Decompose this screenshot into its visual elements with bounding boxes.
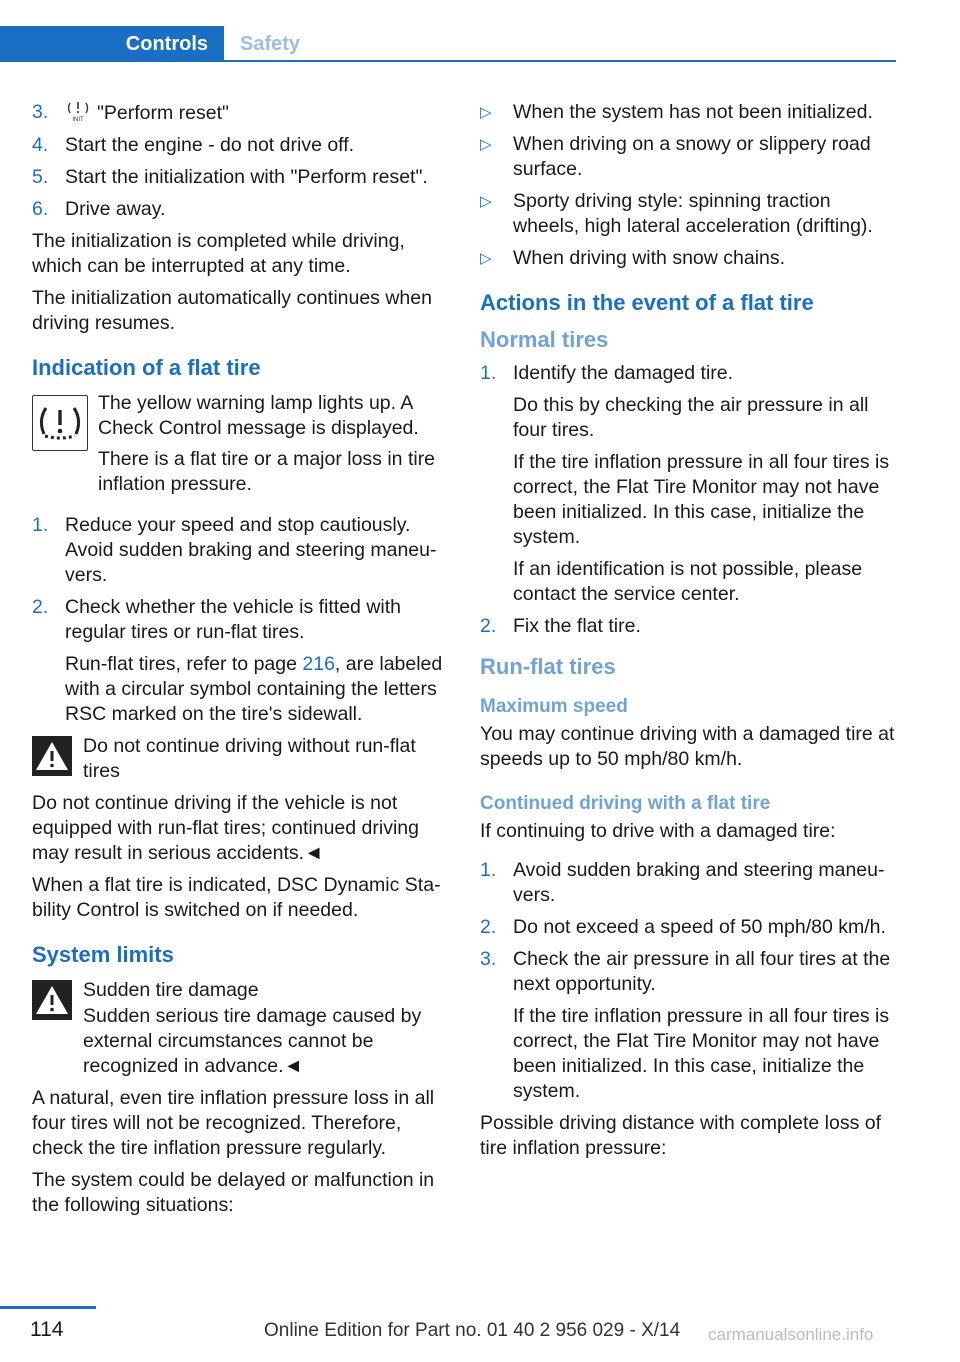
step-number: 1.: [480, 362, 497, 384]
warning-triangle-icon: [32, 980, 72, 1020]
step-text: Drive away.: [65, 198, 166, 220]
paragraph: There is a flat tire or a major loss in tire inflation pressure.: [98, 448, 436, 495]
step-number: 5.: [32, 166, 49, 188]
step-text: "Perform reset": [97, 102, 229, 124]
paragraph: You may continue driving with a damaged tire at speeds up to 50 mph/80 km/h.: [480, 723, 895, 770]
subsection-heading: Run-flat tires: [480, 654, 616, 679]
list-item: [480, 361, 900, 607]
paragraph: A natural, even tire inflation pressure loss in all four tires will not be recognized. Therefore, check the tire inflation pressure regularly.: [32, 1087, 435, 1159]
warning-block: [32, 734, 450, 784]
left-column: [32, 100, 450, 1225]
step-detail: If an identification is not possible, please contact the service center.: [513, 558, 863, 605]
minor-heading: Continued driving with a flat tire: [480, 793, 771, 814]
step-number: 3.: [480, 948, 497, 970]
paragraph: If continuing to drive with a damaged tire:: [480, 820, 836, 842]
watermark: carmanualsonline.info: [708, 1325, 874, 1344]
warning-title: Sudden tire damage: [83, 979, 259, 1001]
step-number: 6.: [32, 198, 49, 220]
tire-init-icon: [65, 100, 91, 122]
step-text: Start the initialization with "Perform reset".: [65, 166, 428, 188]
bullet-marker: ▷: [480, 250, 492, 267]
step-number: 2.: [480, 916, 497, 938]
step-text: Start the engine - do not drive off.: [65, 134, 355, 156]
step-text: Do not exceed a speed of 50 mph/80 km/h.: [513, 916, 886, 938]
lamp-notice: [32, 391, 450, 447]
step-text: Avoid sudden braking and steering maneuvers.: [513, 859, 885, 906]
svg-text:INIT: INIT: [72, 117, 84, 122]
step-number: 1.: [480, 859, 497, 881]
paragraph: When a flat tire is indicated, DSC Dynamic Stability Control is switched on if needed.: [32, 874, 441, 921]
section-heading: Indication of a flat tire: [32, 355, 261, 380]
footer-rule: [0, 1306, 96, 1309]
list-item: [480, 246, 900, 271]
step-text: Reduce your speed and stop cautiously. Avoid sudden braking and steering maneuvers.: [65, 514, 437, 586]
subsection-heading: Normal tires: [480, 327, 609, 352]
list-item: [480, 132, 900, 182]
paragraph: The initialization is completed while driving, which can be interrupted at any time.: [32, 230, 405, 277]
right-column: [480, 100, 900, 1168]
step-detail: If the tire inflation pressure in all four tires is correct, the Flat Tire Monitor may not have been initialized. In this case, initialize the system.: [513, 1005, 890, 1102]
list-item: [32, 100, 450, 126]
step-number: 3.: [32, 101, 49, 123]
list-item: [32, 197, 450, 222]
step-number: 2.: [32, 596, 49, 618]
step-detail: Do this by checking the air pressure in all four tires.: [513, 394, 869, 441]
warning-block: [32, 978, 450, 1008]
runflat-note: Run-flat tires, refer to page 216, are labeled with a circular symbol containing the letters RSC marked on the tire's sidewall.: [65, 653, 443, 725]
bullet-marker: ▷: [480, 193, 492, 210]
step-text: Check the air pressure in all four tires at the next opportunity.: [513, 948, 891, 995]
step-text: Identify the damaged tire.: [513, 362, 734, 384]
list-item: [480, 915, 900, 940]
list-item: [480, 858, 900, 908]
list-item: [32, 513, 450, 588]
list-item: [32, 595, 450, 727]
section-heading: System limits: [32, 942, 174, 967]
edition-text: Online Edition for Part no. 01 40 2 956 029 - X/14: [264, 1320, 681, 1341]
tab-controls[interactable]: Controls: [0, 26, 224, 62]
step-detail: If the tire inflation pressure in all four tires is correct, the Flat Tire Monitor may not have been initialized. In this case, initialize the system.: [513, 451, 890, 548]
bullet-text: When driving on a snowy or slippery road surface.: [513, 133, 871, 180]
list-item: [480, 189, 900, 239]
list-item: [32, 133, 450, 158]
warning-body: Sudden serious tire damage caused by external circumstances cannot be recognized in advance.◄: [83, 1005, 422, 1077]
bullet-text: When driving with snow chains.: [513, 247, 786, 269]
list-item: [480, 100, 900, 125]
list-item: [32, 165, 450, 190]
header-tab-bar: [0, 26, 896, 62]
bullet-marker: ▷: [480, 136, 492, 153]
warning-title: Do not continue driving without run-flat tires: [83, 735, 416, 782]
bullet-text: When the system has not been initialized.: [513, 101, 873, 123]
page-number: 114: [30, 1318, 64, 1341]
bullet-marker: ▷: [480, 104, 492, 121]
step-number: 4.: [32, 134, 49, 156]
warning-body: Do not continue driving if the vehicle is not equipped with run-flat tires; continued driving may result in serious accidents.◄: [32, 792, 419, 864]
step-text: Check whether the vehicle is fitted with regular tires or run-flat tires.: [65, 596, 401, 643]
bullet-text: Sporty driving style: spinning traction wheels, high lateral acceleration (drifting).: [513, 190, 873, 237]
page-link[interactable]: 216: [302, 653, 335, 675]
paragraph: The system could be delayed or malfunction in the following situations:: [32, 1169, 435, 1216]
step-number: 1.: [32, 514, 49, 536]
step-number: 2.: [480, 615, 497, 637]
paragraph: The yellow warning lamp lights up. A Check Control message is displayed.: [98, 392, 419, 439]
step-text: Fix the flat tire.: [513, 615, 641, 637]
list-item: [480, 947, 900, 1104]
list-item: [480, 614, 900, 639]
section-heading: Actions in the event of a flat tire: [480, 290, 814, 315]
paragraph: The initialization automatically continues when driving resumes.: [32, 287, 432, 334]
paragraph: Possible driving distance with complete loss of tire inflation pressure:: [480, 1112, 882, 1159]
tab-safety[interactable]: Safety: [240, 32, 301, 55]
tire-pressure-warning-icon: [32, 395, 88, 451]
warning-triangle-icon: [32, 736, 72, 776]
minor-heading: Maximum speed: [480, 696, 628, 717]
